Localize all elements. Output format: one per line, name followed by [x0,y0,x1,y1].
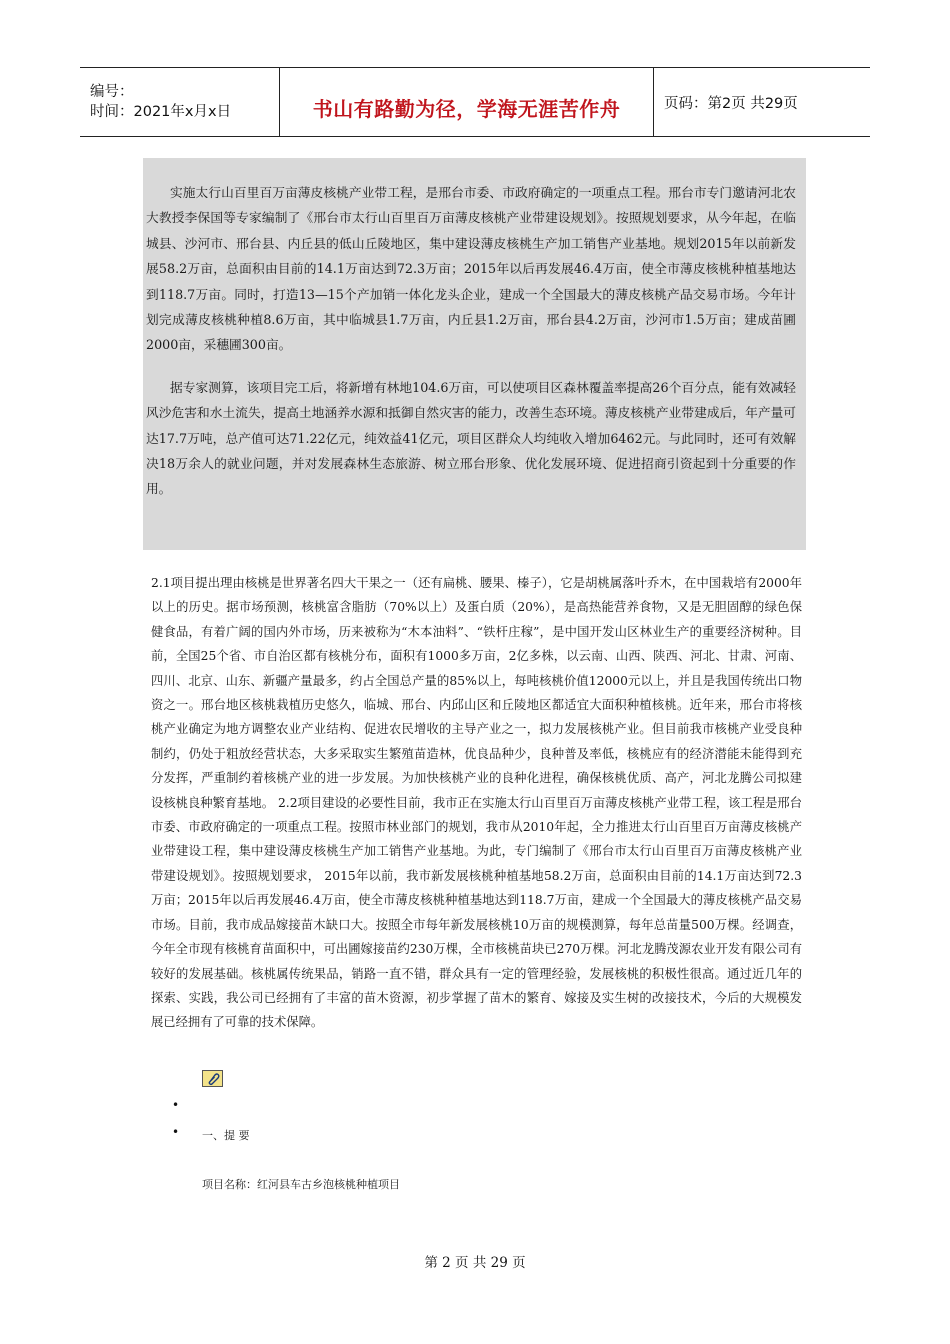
header-left-cell [80,68,280,136]
bullet-marker: • [172,1125,180,1139]
header-page-number: 页码：第2页 共29页 [664,95,798,112]
header-motto-cell [280,68,654,136]
embedded-object-icon[interactable] [202,1070,223,1087]
body-paragraph: 2.1项目提出理由核桃是世界著名四大干果之一（还有扁桃、腰果、榛子），它是胡桃属落叶乔木，在中国栽培有2000年以上的历史。据市场预测，核桃富含脂肪（70%以上）及蛋白质（20%），是高热能营养食物，又是无胆固醇的绿色保健食品，有着广阔的国内外市场，历来被称为“木本油料”、“铁杆庄稼”，是中国开发山区林业生产的重要经济树种。目前，全国25个省、市自治区都有核桃分布，面积有1000多万亩，2亿多株，以云南、山西、陕西、河北、甘肃、河南、四川、北京、山东、新疆产量最多，约占全国总产量的85%以上，每吨核桃价值12000元以上，并且是我国传统出口物资之一。邢台地区核桃栽植历史悠久，临城、邢台、内邱山区和丘陵地区都适宜大面积种植核桃。近年来，邢台市将核桃产业确定为地方调整农业产业结构、促进农民增收的主导产业之一，拟力发展核桃产业。但目前我市核桃产业受良种制约，仍处于粗放经营状态，大多采取实生繁殖苗造林，优良品种少，良种普及率低，核桃应有的经济潜能未能得到充分发挥，严重制约着核桃产业的进一步发展。为加快核桃产业的良种化进程，确保核桃优质、高产，河北龙腾公司拟建设核桃良种繁育基地。 2.2项目建设的必要性目前，我市正在实施太行山百里百万亩薄皮核桃产业带工程，该工程是邢台市委、市政府确定的一项重点工程。按照市林业部门的规划，我市从2010年起，全力推进太行山百里百万亩薄皮核桃产业带建设工程，集中建设薄皮核桃生产加工销售产业基地。为此，专门编制了《邢台市太行山百里百万亩薄皮核桃产业带建设规划》。按照规划要求， 2015年以前，我市新发展核桃种植基地58.2万亩，总面积由目前的14.1万亩达到72.3万亩；2015年以后再发展46.4万亩，使全市薄皮核桃种植基地达到118.7万亩，建成一个全国最大的薄皮核桃产品交易市场。目前，我市成品嫁接苗木缺口大。按照全市每年新发展核桃10万亩的规模测算，每年总苗量500万棵。经调查，今年全市现有核桃育苗面积中，可出圃嫁接苗约230万棵，全市核桃苗块已270万棵。河北龙腾茂源农业开发有限公司有较好的发展基础。核桃属传统果品，销路一直不错，群众具有一定的管理经验，发展核桃的积极性很高。通过近几年的探索、实践，我公司已经拥有了丰富的苗木资源，初步掌握了苗木的繁育、嫁接及实生树的改接技术，今后的大规模发展已经拥有了可靠的技术保障。 [151,576,802,1030]
section-heading-summary: 一、提 要 [202,1129,250,1142]
page-footer: 第 2 页 共 29 页 [424,1255,526,1271]
bullet-marker: • [172,1098,180,1112]
summary-box [143,158,806,550]
document-number-label: 编号： [90,84,134,100]
summary-paragraph-1: 实施太行山百里百万亩薄皮核桃产业带工程，是邢台市委、市政府确定的一项重点工程。邢台市专门邀请河北农大教授李保国等专家编制了《邢台市太行山百里百万亩薄皮核桃产业带建设规划》。按照规划要求，从今年起，在临城县、沙河市、邢台县、内丘县的低山丘陵地区，集中建设薄皮核桃生产加工销售产业基地。规划2015年以前新发展58.2万亩，总面积由目前的14.1万亩达到72.3万亩；2015年以后再发展46.4万亩，使全市薄皮核桃种植基地达到118.7万亩。同时，打造13—15个产加销一体化龙头企业，建成一个全国最大的薄皮核桃产品交易市场。今年计划完成薄皮核桃种植8.6万亩，其中临城县1.7万亩，内丘县1.2万亩，邢台县4.2万亩，沙河市1.5万亩；建成苗圃2000亩，采穗圃300亩。 [146,185,796,353]
header-motto: 书山有路勤为径，学海无涯苦作舟 [312,96,621,121]
document-date: 时间：2021年x月x日 [90,104,232,120]
paperclip-icon [203,1071,222,1086]
document-header [80,67,870,137]
header-page-cell [654,68,870,136]
summary-paragraph-2: 据专家测算，该项目完工后，将新增有林地104.6万亩，可以使项目区森林覆盖率提高26个百分点，能有效减轻风沙危害和水土流失，提高土地涵养水源和抵御自然灾害的能力，改善生态环境。薄皮核桃产业带建成后，年产量可达17.7万吨，总产值可达71.22亿元，纯效益41亿元，项目区群众人均纯收入增加6462元。与此同时，还可有效解决18万余人的就业问题，并对发展森林生态旅游、树立邢台形象、优化发展环境、促进招商引资起到十分重要的作用。 [146,379,796,497]
project-name-line: 项目名称：红河县车古乡泡核桃种植项目 [202,1178,400,1191]
